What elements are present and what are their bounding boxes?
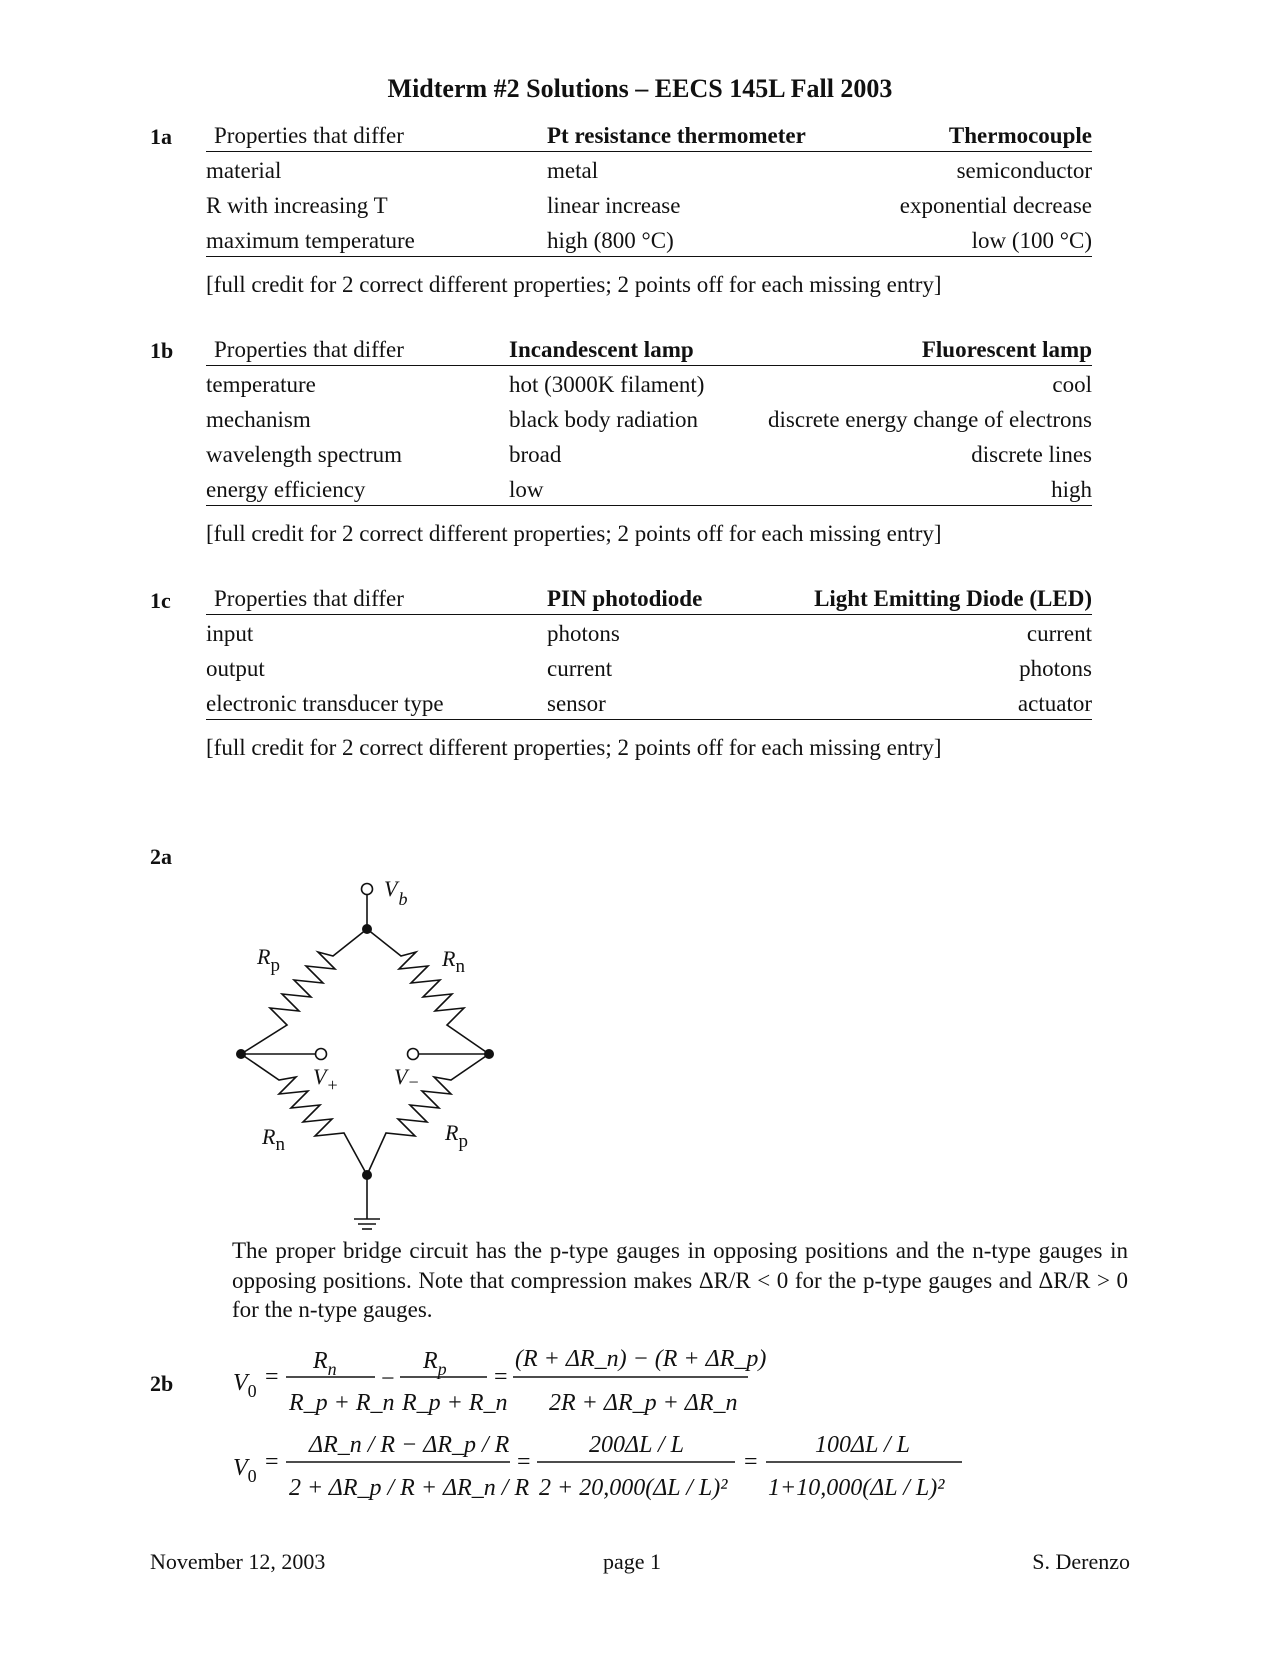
minus-sign: − bbox=[381, 1366, 395, 1392]
grading-note: [full credit for 2 correct different properties; 2 points off for each missing entry] bbox=[206, 735, 942, 760]
table-cell: high (800 °C) bbox=[547, 228, 674, 253]
eq1-frac2-den: R_p + R_n bbox=[402, 1390, 508, 1416]
question-label: 2b bbox=[150, 1371, 174, 1396]
table-cell: hot (3000K filament) bbox=[509, 372, 705, 397]
table-cell: input bbox=[206, 621, 254, 646]
vminus-label: V− bbox=[394, 1064, 419, 1092]
table-header: Properties that differ bbox=[214, 123, 404, 148]
table-cell: high bbox=[1051, 477, 1092, 502]
table-header: Incandescent lamp bbox=[509, 337, 694, 362]
footer-author: S. Derenzo bbox=[1032, 1549, 1130, 1574]
equals-sign: = bbox=[744, 1449, 758, 1475]
table-cell: mechanism bbox=[206, 407, 311, 432]
question-label: 1b bbox=[150, 338, 174, 363]
eq1-frac3-num: (R + ΔR_n) − (R + ΔR_p) bbox=[515, 1346, 767, 1372]
equals-sign: = bbox=[265, 1364, 279, 1390]
eq2-frac3-den: 1+10,000(ΔL / L)² bbox=[768, 1475, 945, 1501]
eq1-frac2-num: $R_p$ bbox=[423, 1348, 447, 1379]
rp-top-label: Rp bbox=[257, 944, 280, 976]
table-cell: exponential decrease bbox=[899, 193, 1092, 218]
footer-page: page 1 bbox=[603, 1549, 662, 1574]
table-cell: current bbox=[1026, 621, 1092, 646]
table-cell: output bbox=[206, 656, 265, 681]
eq1-lhs: $V_0$ bbox=[233, 1370, 257, 1401]
eq2-frac2-num: 200ΔL / L bbox=[589, 1432, 685, 1458]
eq2-frac2-den: 2 + 20,000(ΔL / L)² bbox=[539, 1475, 728, 1501]
table-cell: actuator bbox=[1017, 691, 1092, 716]
table-cell: material bbox=[206, 158, 282, 183]
table-cell: photons bbox=[1019, 656, 1092, 681]
table-cell: low bbox=[509, 477, 544, 502]
vplus-label: $V_+$ bbox=[313, 1064, 338, 1095]
table-cell: energy efficiency bbox=[206, 477, 366, 502]
table-cell: discrete lines bbox=[971, 442, 1092, 467]
eq2-frac1-den: 2 + ΔR_p / R + ΔR_n / R bbox=[289, 1475, 530, 1501]
rn-bottom-label: Rn bbox=[262, 1124, 285, 1155]
table-cell: broad bbox=[509, 442, 562, 467]
equals-sign: = bbox=[265, 1449, 279, 1475]
table-header: Properties that differ bbox=[214, 586, 404, 611]
eq2-frac1-num: ΔR_n / R − ΔR_p / R bbox=[309, 1432, 510, 1458]
explanation-paragraph: The proper bridge circuit has the p-type gauges in opposing positions and the n-type gauges in opposing positions. Note that compression makes ΔR/R < 0 for the p-type gauges and ΔR/R > 0 for the n-type gauges. bbox=[232, 1238, 1128, 1322]
table-cell: metal bbox=[547, 158, 599, 183]
table-header: Pt resistance thermometer bbox=[547, 123, 806, 148]
equals-sign: = bbox=[494, 1364, 508, 1390]
table-cell: temperature bbox=[206, 372, 316, 397]
table-cell: sensor bbox=[547, 691, 606, 716]
page-title: Midterm #2 Solutions – EECS 145L Fall 2003 bbox=[387, 74, 893, 103]
table-cell: current bbox=[547, 656, 613, 681]
table-cell: linear increase bbox=[547, 193, 681, 218]
table-header: Thermocouple bbox=[948, 123, 1092, 148]
table-cell: low (100 °C) bbox=[971, 228, 1092, 253]
eq2-lhs: $V_0$ bbox=[233, 1455, 257, 1486]
eq1-frac1-den: R_p + R_n bbox=[289, 1390, 395, 1416]
rn-top-label: Rn bbox=[442, 946, 465, 977]
question-label: 1a bbox=[150, 124, 172, 149]
rp-bottom-label: Rp bbox=[445, 1120, 468, 1152]
table-cell: black body radiation bbox=[509, 407, 699, 432]
table-header: Fluorescent lamp bbox=[921, 337, 1092, 362]
table-header: Properties that differ bbox=[214, 337, 404, 362]
grading-note: [full credit for 2 correct different properties; 2 points off for each missing entry] bbox=[206, 521, 942, 546]
equals-sign: = bbox=[517, 1449, 531, 1475]
question-label: 1c bbox=[150, 588, 171, 613]
grading-note: [full credit for 2 correct different properties; 2 points off for each missing entry] bbox=[206, 272, 942, 297]
eq2-frac3-num: 100ΔL / L bbox=[815, 1432, 911, 1458]
eq1-frac3-den: 2R + ΔR_p + ΔR_n bbox=[549, 1390, 738, 1416]
table-header: PIN photodiode bbox=[547, 586, 703, 611]
footer-date: November 12, 2003 bbox=[150, 1549, 326, 1574]
table-cell: semiconductor bbox=[956, 158, 1092, 183]
table-cell: electronic transducer type bbox=[206, 691, 444, 716]
table-cell: cool bbox=[1052, 372, 1092, 397]
table-header: Light Emitting Diode (LED) bbox=[814, 586, 1092, 611]
question-label: 2a bbox=[150, 844, 172, 869]
table-cell: discrete energy change of electrons bbox=[768, 407, 1092, 432]
table-cell: R with increasing T bbox=[206, 193, 388, 218]
table-cell: wavelength spectrum bbox=[206, 442, 403, 467]
vb-label: $V_b$ bbox=[384, 876, 408, 909]
eq1-frac1-num: $R_n$ bbox=[313, 1348, 337, 1379]
table-cell: maximum temperature bbox=[206, 228, 415, 253]
table-cell: photons bbox=[547, 621, 620, 646]
